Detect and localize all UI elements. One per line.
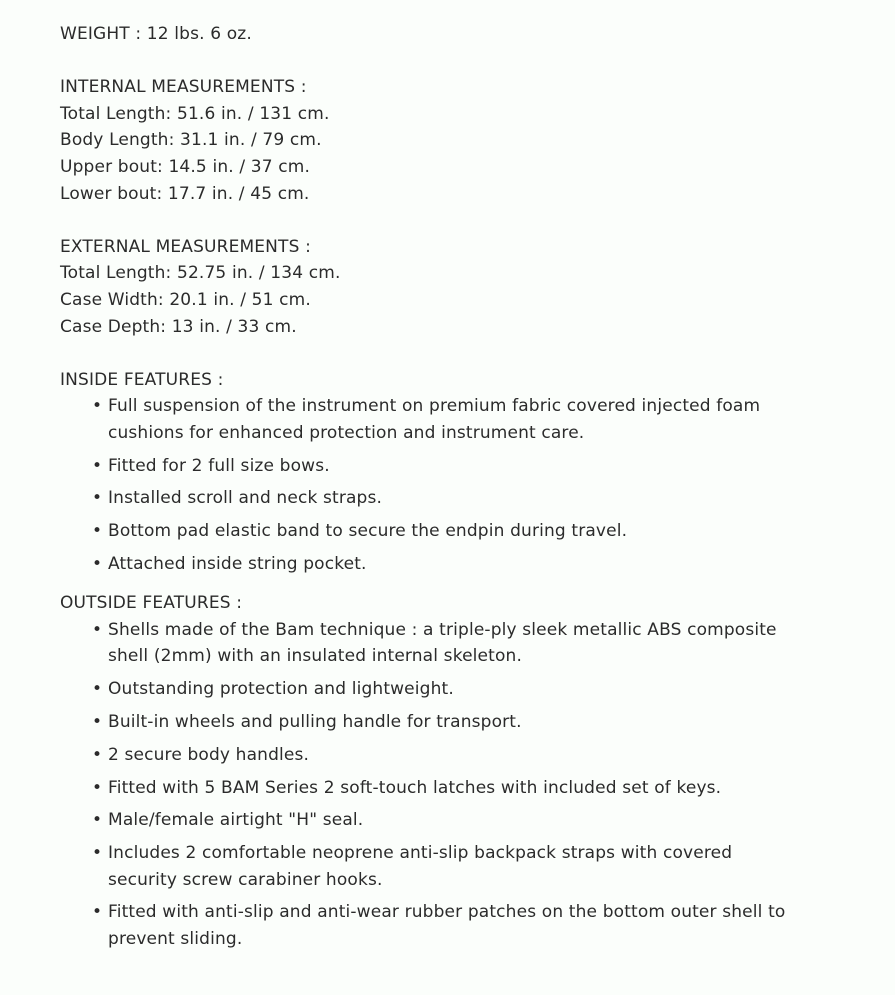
outside-features-heading: OUTSIDE FEATURES : <box>60 593 243 614</box>
spacer <box>60 577 800 590</box>
list-item: • Attached inside string pocket. <box>108 551 800 577</box>
list-item: • Fitted for 2 full size bows. <box>108 453 800 479</box>
inside-features-heading: INSIDE FEATURES : <box>60 369 224 390</box>
inside-features-list <box>60 393 800 577</box>
external-measurements-heading: EXTERNAL MEASUREMENTS : <box>60 236 311 257</box>
list-item: • Built-in wheels and pulling handle for transport. <box>108 709 800 735</box>
internal-upper-bout: Upper bout: 14.5 in. / 37 cm. <box>60 156 311 177</box>
list-item: • Shells made of the Bam technique : a triple-ply sleek metallic ABS composite shell (2mm) with an insulated internal skeleton. <box>108 617 800 670</box>
spacer <box>60 340 800 367</box>
outside-features-list <box>60 617 800 952</box>
internal-body-length: Body Length: 31.1 in. / 79 cm. <box>60 130 322 151</box>
internal-lower-bout: Lower bout: 17.7 in. / 45 cm. <box>60 183 310 204</box>
list-item: • Fitted with anti-slip and anti-wear rubber patches on the bottom outer shell to prevent sliding. <box>108 899 800 952</box>
external-case-width: Case Width: 20.1 in. / 51 cm. <box>60 289 311 310</box>
list-item: • 2 secure body handles. <box>108 742 800 768</box>
list-item: • Male/female airtight "H" seal. <box>108 807 800 833</box>
weight-line: WEIGHT : 12 lbs. 6 oz. <box>60 24 252 44</box>
product-specs <box>60 21 800 952</box>
list-item: • Includes 2 comfortable neoprene anti-slip backpack straps with covered security screw carabiner hooks. <box>108 840 800 893</box>
list-item: • Full suspension of the instrument on premium fabric covered injected foam cushions for enhanced protection and instrument care. <box>108 393 800 446</box>
list-item: • Bottom pad elastic band to secure the endpin during travel. <box>108 518 800 544</box>
list-item: • Installed scroll and neck straps. <box>108 485 800 511</box>
spacer <box>60 207 800 234</box>
list-item: • Fitted with 5 BAM Series 2 soft-touch latches with included set of keys. <box>108 775 800 801</box>
external-case-depth: Case Depth: 13 in. / 33 cm. <box>60 316 297 337</box>
spacer <box>60 48 800 75</box>
internal-total-length: Total Length: 51.6 in. / 131 cm. <box>60 103 330 124</box>
external-total-length: Total Length: 52.75 in. / 134 cm. <box>60 263 341 284</box>
internal-measurements-heading: INTERNAL MEASUREMENTS : <box>60 77 307 98</box>
list-item: • Outstanding protection and lightweight. <box>108 676 800 702</box>
